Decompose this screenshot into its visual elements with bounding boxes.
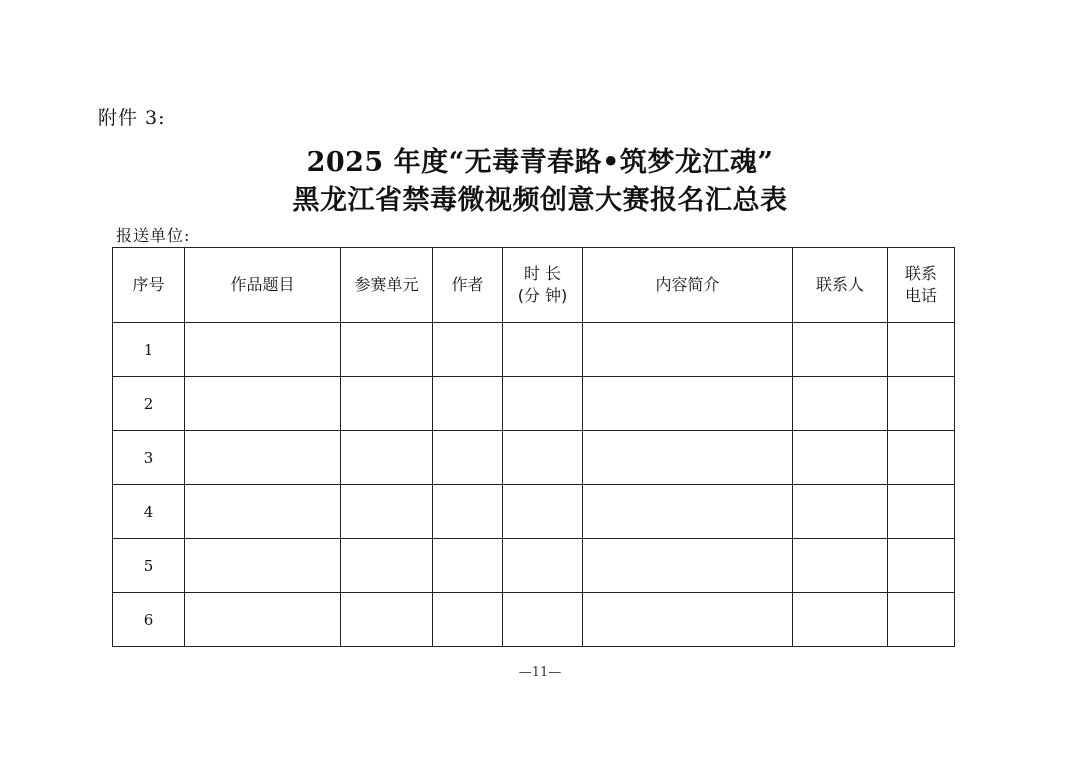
row-seq: 1: [113, 323, 185, 377]
cell-summary[interactable]: [583, 323, 793, 377]
cell-phone[interactable]: [888, 593, 955, 647]
cell-phone[interactable]: [888, 431, 955, 485]
cell-duration[interactable]: [503, 431, 583, 485]
header-seq: 序号: [113, 248, 185, 323]
table-header-row: [113, 248, 955, 323]
cell-contact[interactable]: [793, 323, 888, 377]
header-duration: [503, 248, 583, 323]
cell-duration[interactable]: [503, 593, 583, 647]
cell-author[interactable]: [433, 539, 503, 593]
cell-category[interactable]: [341, 431, 433, 485]
cell-summary[interactable]: [583, 431, 793, 485]
cell-work-title[interactable]: [185, 323, 341, 377]
cell-author[interactable]: [433, 323, 503, 377]
cell-summary[interactable]: [583, 593, 793, 647]
header-duration-line-2: (分 钟): [517, 286, 568, 305]
row-seq: 4: [113, 485, 185, 539]
cell-phone[interactable]: [888, 377, 955, 431]
header-phone-line-2: 电话: [904, 286, 937, 305]
cell-phone[interactable]: [888, 539, 955, 593]
table-row: [113, 539, 955, 593]
table-row: [113, 323, 955, 377]
cell-summary[interactable]: [583, 539, 793, 593]
cell-duration[interactable]: [503, 539, 583, 593]
cell-phone[interactable]: [888, 323, 955, 377]
cell-contact[interactable]: [793, 593, 888, 647]
cell-work-title[interactable]: [185, 485, 341, 539]
cell-work-title[interactable]: [185, 431, 341, 485]
row-seq: 3: [113, 431, 185, 485]
registration-summary-table: [112, 247, 955, 647]
table-row: [113, 431, 955, 485]
cell-author[interactable]: [433, 431, 503, 485]
document-title-line-2: 黑龙江省禁毒微视频创意大赛报名汇总表: [292, 185, 788, 216]
header-work-title: 作品题目: [185, 248, 341, 323]
header-author: 作者: [433, 248, 503, 323]
cell-category[interactable]: [341, 323, 433, 377]
cell-contact[interactable]: [793, 539, 888, 593]
cell-category[interactable]: [341, 485, 433, 539]
header-category: 参赛单元: [341, 248, 433, 323]
cell-category[interactable]: [341, 539, 433, 593]
cell-summary[interactable]: [583, 485, 793, 539]
cell-contact[interactable]: [793, 431, 888, 485]
cell-work-title[interactable]: [185, 377, 341, 431]
page-number: —11—: [518, 665, 562, 680]
cell-author[interactable]: [433, 593, 503, 647]
cell-phone[interactable]: [888, 485, 955, 539]
table-row: [113, 593, 955, 647]
attachment-label: 附件 3:: [98, 107, 166, 129]
header-summary: 内容简介: [583, 248, 793, 323]
row-seq: 5: [113, 539, 185, 593]
cell-contact[interactable]: [793, 377, 888, 431]
cell-work-title[interactable]: [185, 593, 341, 647]
cell-duration[interactable]: [503, 323, 583, 377]
header-phone-line-1: 联系: [904, 264, 937, 283]
submitting-unit-label: 报送单位:: [116, 226, 191, 245]
cell-category[interactable]: [341, 377, 433, 431]
table-row: [113, 485, 955, 539]
row-seq: 6: [113, 593, 185, 647]
cell-duration[interactable]: [503, 485, 583, 539]
cell-summary[interactable]: [583, 377, 793, 431]
cell-author[interactable]: [433, 485, 503, 539]
cell-author[interactable]: [433, 377, 503, 431]
header-duration-line-1: 时 长: [523, 264, 562, 283]
header-contact: 联系人: [793, 248, 888, 323]
document-title-line-1: 2025 年度“无毒青春路•筑梦龙江魂”: [306, 147, 774, 178]
cell-work-title[interactable]: [185, 539, 341, 593]
row-seq: 2: [113, 377, 185, 431]
cell-contact[interactable]: [793, 485, 888, 539]
cell-category[interactable]: [341, 593, 433, 647]
cell-duration[interactable]: [503, 377, 583, 431]
header-phone: [888, 248, 955, 323]
table-row: [113, 377, 955, 431]
